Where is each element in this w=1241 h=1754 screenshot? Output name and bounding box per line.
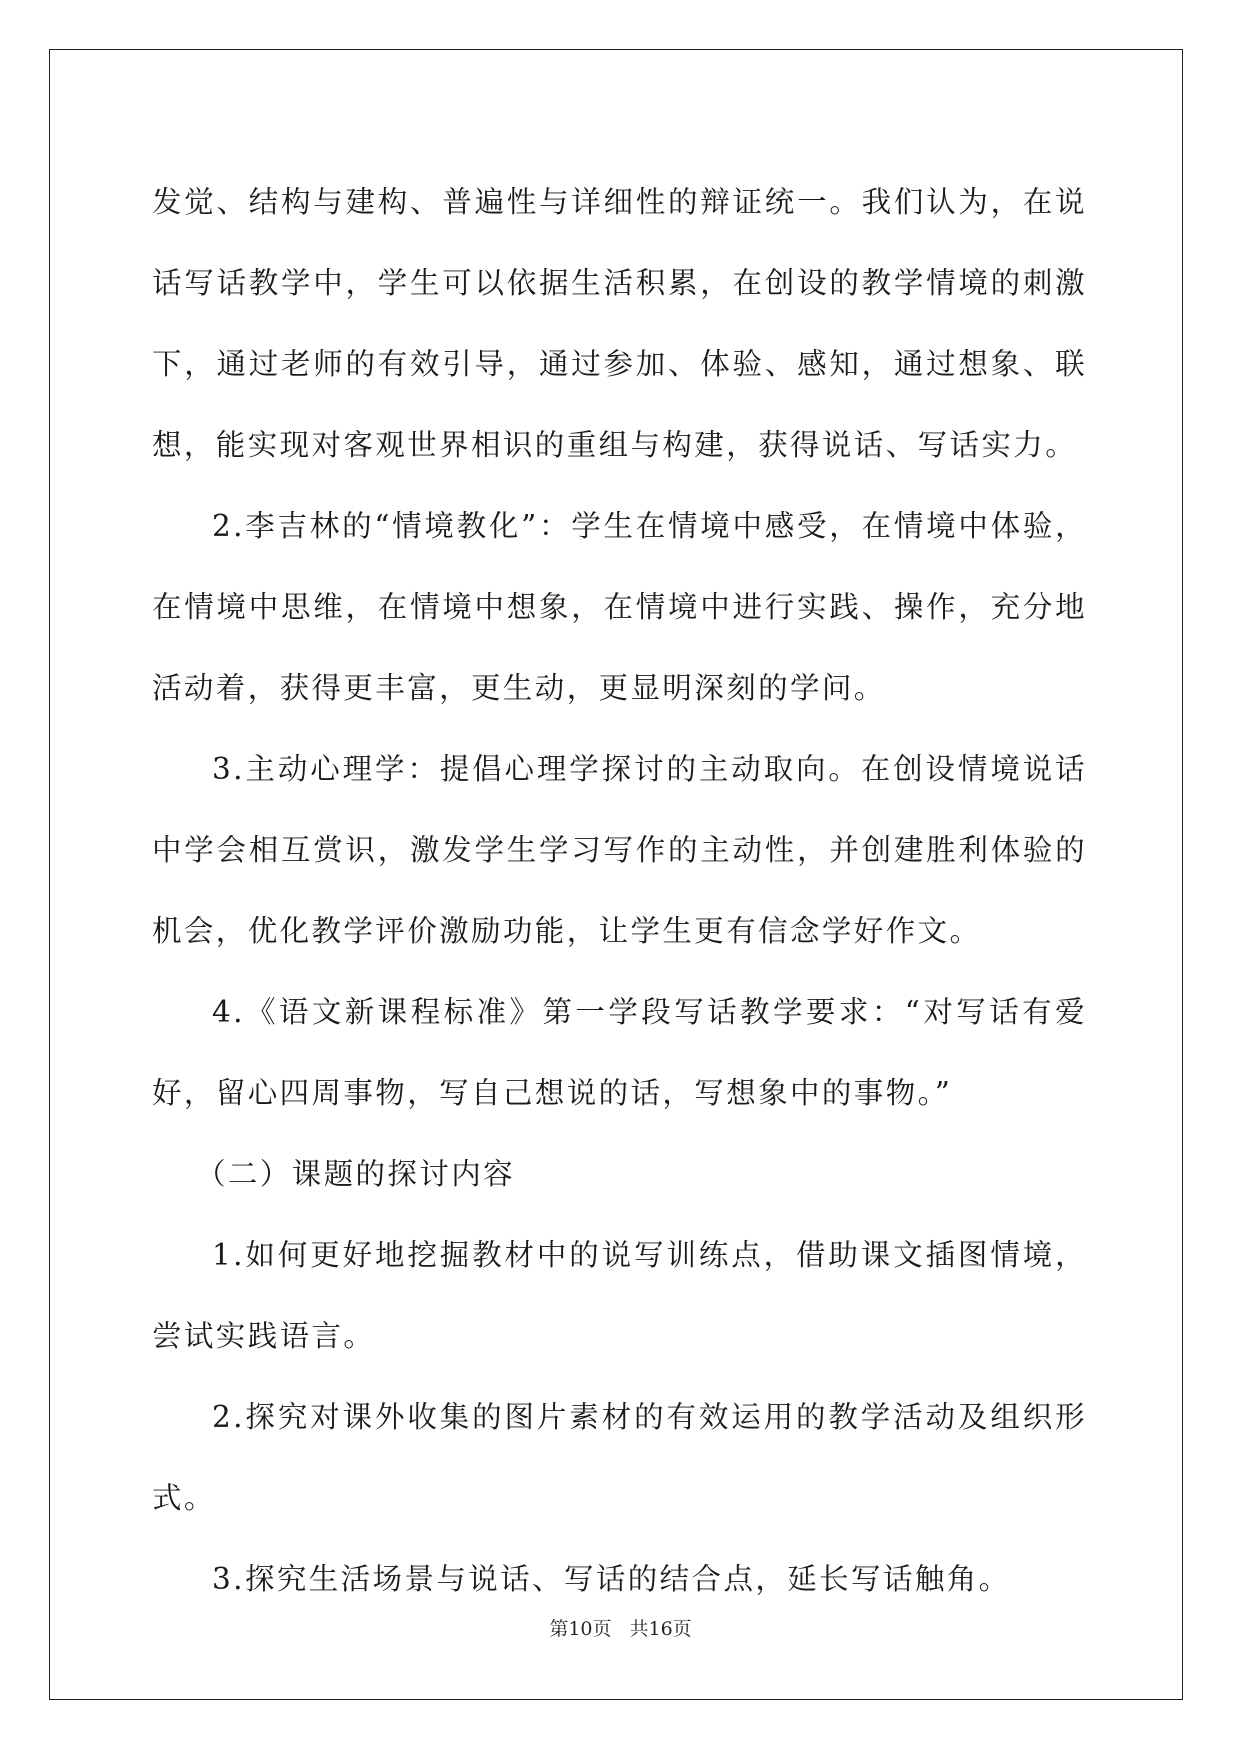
page-footer <box>0 1614 1241 1641</box>
paragraph-positive-psychology: 3.主动心理学：提倡心理学探讨的主动取向。在创设情境说话中学会相互赏识，激发学生学习写作的主动性，并创建胜利体验的机会，优化教学评价激励功能，让学生更有信念学好作文。 <box>152 752 1087 948</box>
paragraph-item-2: 2.探究对课外收集的图片素材的有效运用的教学活动及组织形式。 <box>152 1400 1087 1515</box>
page-number: 第10页 <box>549 1618 612 1640</box>
paragraph-item-1: 1.如何更好地挖掘教材中的说写训练点，借助课文插图情境，尝试实践语言。 <box>152 1238 1087 1353</box>
paragraph-li-jilin: 2.李吉林的“情境教化”：学生在情境中感受，在情境中体验，在情境中思维，在情境中想象，在情境中进行实践、操作，充分地活动着，获得更丰富，更生动，更显明深刻的学问。 <box>152 509 1087 705</box>
page-total: 共16页 <box>629 1618 692 1640</box>
paragraph-item-3: 3.探究生活场景与说话、写话的结合点，延长写话触角。 <box>212 1562 1011 1596</box>
document-body <box>152 162 1087 1620</box>
paragraph-curriculum-standard: 4.《语文新课程标准》第一学段写话教学要求：“对写话有爱好，留心四周事物，写自己想说的话，写想象中的事物。” <box>152 995 1087 1110</box>
paragraph-continuation: 发觉、结构与建构、普遍性与详细性的辩证统一。我们认为，在说话写话教学中，学生可以依据生活积累，在创设的教学情境的刺激下，通过老师的有效引导，通过参加、体验、感知，通过想象、联想，能实现对客观世界相识的重组与构建，获得说话、写话实力。 <box>152 185 1087 462</box>
section-heading-research-content: （二）课题的探讨内容 <box>196 1157 516 1191</box>
